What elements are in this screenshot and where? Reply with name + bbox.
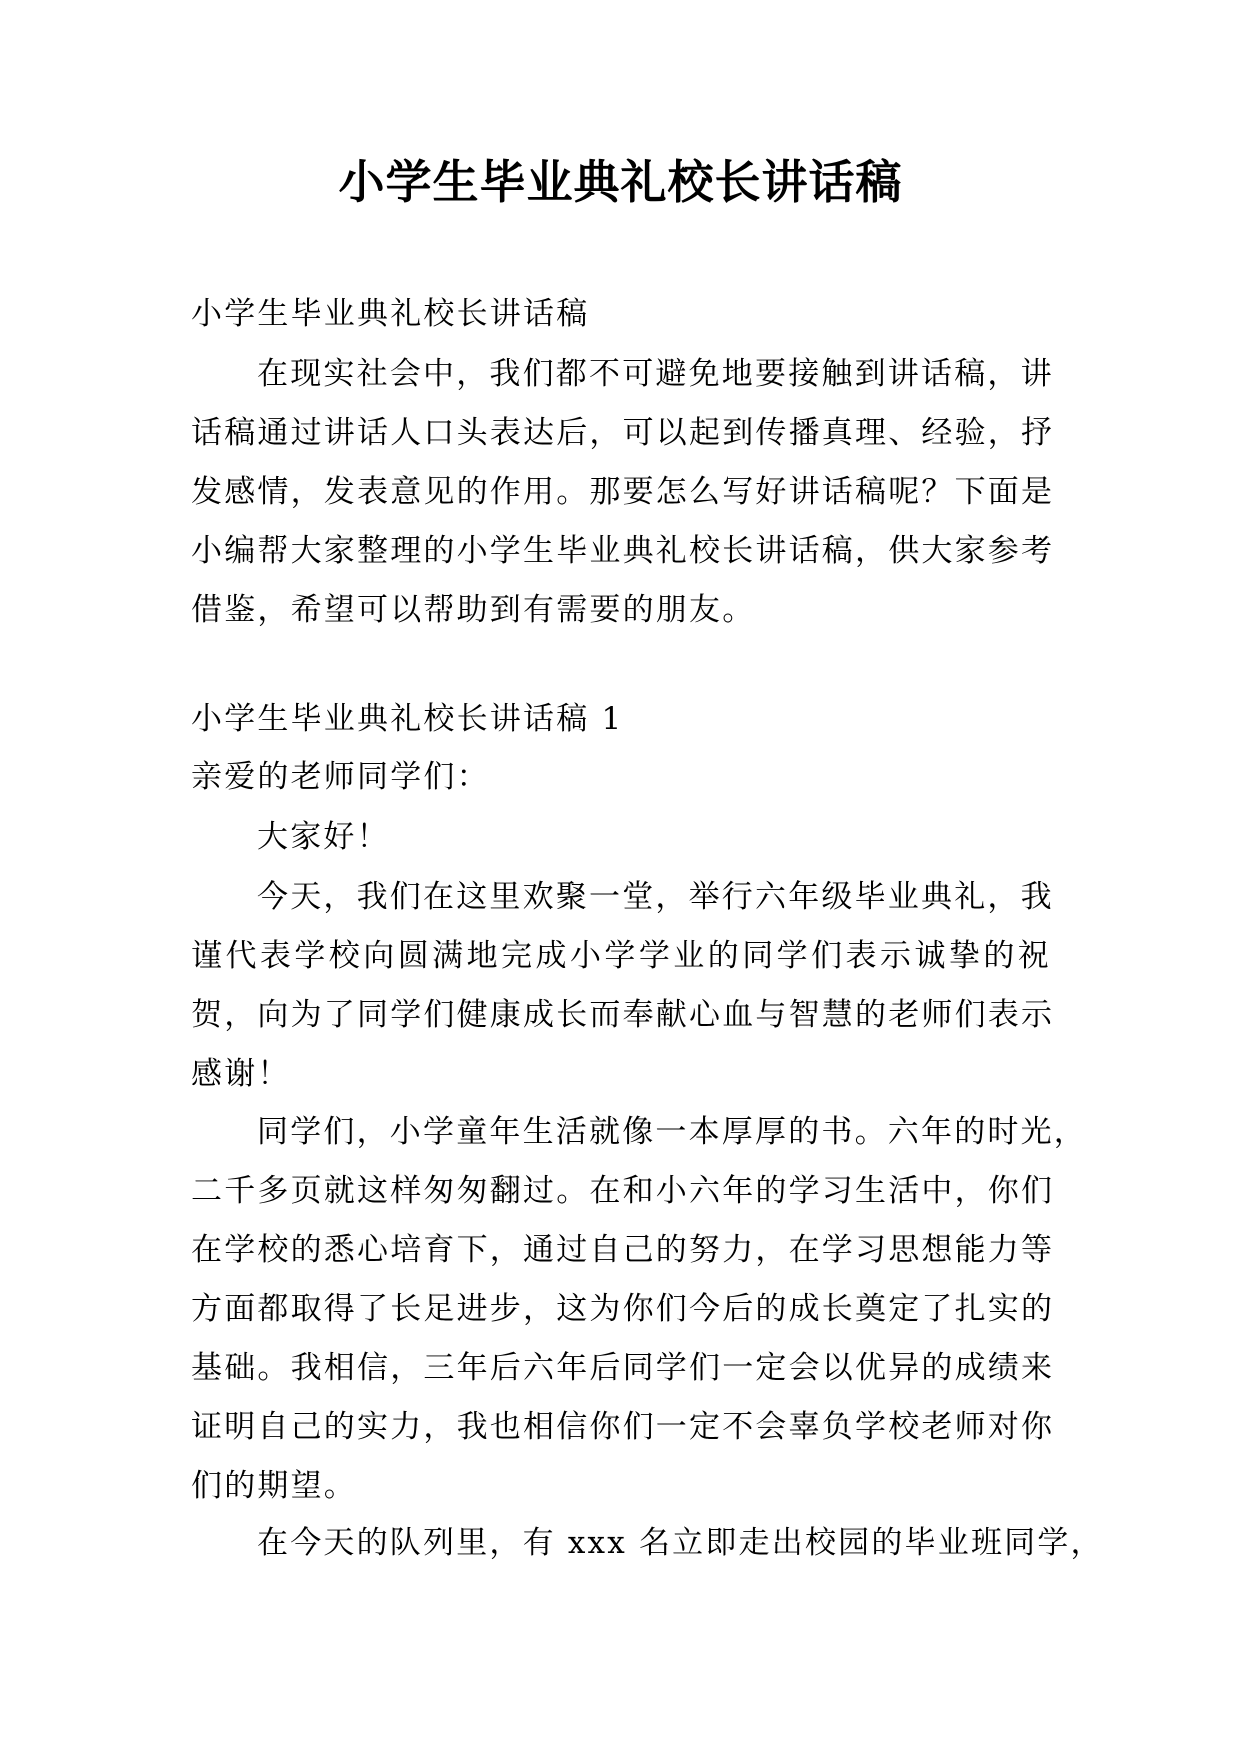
paragraph-line: 在学校的悉心培育下，通过自己的努力，在学习思想能力等 — [191, 1232, 1055, 1268]
greeting — [191, 808, 1051, 867]
intro-line: 借鉴，希望可以帮助到有需要的朋友。 — [191, 592, 756, 628]
salutation — [191, 748, 1051, 807]
document-title: 小学生毕业典礼校长讲话稿 — [338, 155, 903, 209]
paragraph-line: 在今天的队列里，有 xxx 名立即走出校园的毕业班同学， — [257, 1525, 1104, 1561]
paragraph-line: 同学们，小学童年生活就像一本厚厚的书。六年的时光， — [257, 1114, 1087, 1150]
salutation-text: 亲爱的老师同学们： — [191, 759, 490, 795]
paragraph-line: 们的期望。 — [191, 1468, 357, 1504]
intro-line: 小编帮大家整理的小学生毕业典礼校长讲话稿，供大家参考 — [191, 533, 1055, 569]
paragraph-line: 谨代表学校向圆满地完成小学学业的同学们表示诚挚的祝 — [191, 938, 1051, 974]
paragraph-line: 今天，我们在这里欢聚一堂，举行六年级毕业典礼，我 — [257, 879, 1054, 915]
speech-paragraph-2 — [191, 1103, 1087, 1516]
intro-paragraph — [191, 345, 1055, 640]
document-heading — [191, 285, 1051, 344]
intro-line: 发感情，发表意见的作用。那要怎么写好讲话稿呢？下面是 — [191, 474, 1055, 510]
intro-line: 在现实社会中，我们都不可避免地要接触到讲话稿，讲 — [257, 356, 1054, 392]
paragraph-line: 证明自己的实力，我也相信你们一定不会辜负学校老师对你 — [191, 1409, 1055, 1445]
speech-paragraph-1 — [191, 868, 1055, 1104]
greeting-text: 大家好！ — [257, 819, 390, 855]
paragraph-line: 二千多页就这样匆匆翻过。在和小六年的学习生活中，你们 — [191, 1173, 1055, 1209]
intro-line: 话稿通过讲话人口头表达后，可以起到传播真理、经验，抒 — [191, 415, 1055, 451]
heading-text: 小学生毕业典礼校长讲话稿 — [191, 296, 590, 332]
speech-subheading — [191, 690, 1051, 749]
subheading-text: 小学生毕业典礼校长讲话稿 1 — [191, 701, 624, 737]
paragraph-line: 基础。我相信，三年后六年后同学们一定会以优异的成绩来 — [191, 1350, 1055, 1386]
paragraph-line: 贺，向为了同学们健康成长而奉献心血与智慧的老师们表示 — [191, 997, 1055, 1033]
speech-paragraph-3 — [191, 1514, 1104, 1573]
paragraph-line: 感谢！ — [191, 1056, 291, 1092]
paragraph-line: 方面都取得了长足进步，这为你们今后的成长奠定了扎实的 — [191, 1291, 1055, 1327]
